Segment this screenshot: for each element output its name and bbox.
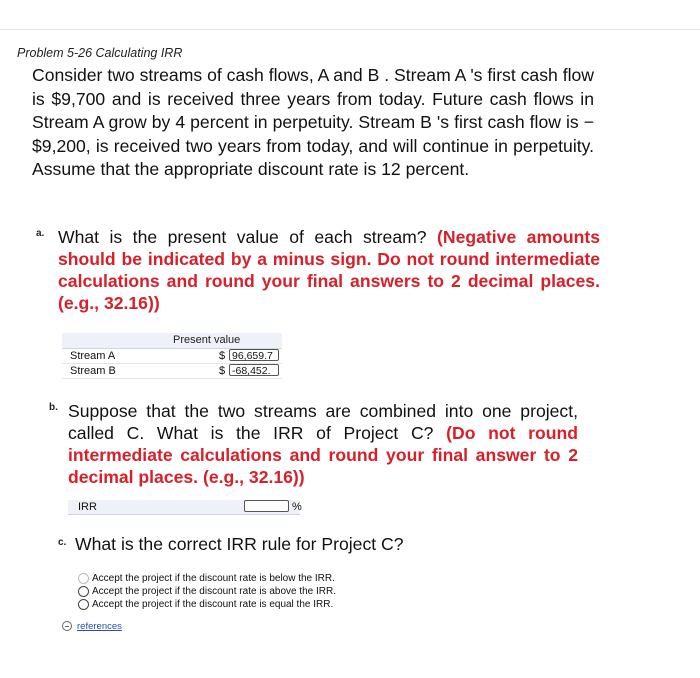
- option-label: Accept the project if the discount rate is equal the IRR.: [92, 599, 334, 610]
- irr-row: [68, 500, 300, 515]
- problem-title: Problem 5-26 Calculating IRR: [17, 46, 183, 60]
- currency-symbol: $: [219, 350, 226, 362]
- part-a-text: [58, 226, 600, 314]
- percent-unit: %: [292, 501, 302, 513]
- irr-input[interactable]: [244, 500, 289, 512]
- table-header: [62, 333, 282, 349]
- present-value-header: Present value: [173, 334, 241, 346]
- radio-button[interactable]: [78, 573, 89, 584]
- part-a-marker: a.: [36, 228, 45, 239]
- references-label[interactable]: references: [77, 621, 122, 632]
- part-a-question-text: What is the present value of each stream?: [58, 227, 427, 247]
- stream-a-input[interactable]: 96,659.7: [229, 349, 279, 361]
- currency-symbol: $: [219, 365, 226, 377]
- problem-intro: Consider two streams of cash flows, A and B . Stream A 's first cash flow is $9,700 and is received three years from today. Future cash flows in Stream A grow by 4 percent in perpetuity. Stream B 's first cash flow is −$9,200, is received two years from today, and will continue in perpetuity. Assume that the appropriate discount rate is 12 percent.: [32, 65, 594, 179]
- present-value-table: [62, 333, 282, 379]
- table-row-stream-b: [62, 364, 282, 379]
- part-c-question: [58, 533, 558, 555]
- stream-a-label: Stream A: [70, 350, 116, 362]
- option-label: Accept the project if the discount rate is above the IRR.: [92, 586, 337, 597]
- option-label: Accept the project if the discount rate is below the IRR.: [92, 573, 335, 584]
- top-divider: [0, 29, 700, 30]
- part-b-marker: b.: [49, 402, 58, 413]
- radio-button[interactable]: [78, 599, 89, 610]
- stream-b-label: Stream B: [70, 365, 116, 377]
- part-b-question-text: Suppose that the two streams are combined into one project, called C. What is the IRR of Project C?: [68, 401, 578, 443]
- part-b-instruction: (Do not round intermediate calculations and round your final answer to 2 decimal places. (e.g., 32.16)): [68, 423, 578, 487]
- stream-b-input[interactable]: -68,452.: [229, 364, 279, 376]
- part-b-text: [68, 400, 578, 488]
- part-b-question: [50, 400, 578, 488]
- irr-label: IRR: [78, 501, 97, 513]
- part-c-marker: c.: [58, 537, 67, 548]
- table-row-stream-a: [62, 349, 282, 364]
- part-a-instruction: (Negative amounts should be indicated by a minus sign. Do not round intermediate calculations and round your final answers to 2 decimal places. (e.g., 32.16)): [58, 227, 600, 313]
- references-icon: [62, 621, 72, 631]
- part-a-question: [36, 226, 600, 314]
- part-c-text: What is the correct IRR rule for Project C?: [75, 534, 404, 554]
- radio-button[interactable]: [78, 586, 89, 597]
